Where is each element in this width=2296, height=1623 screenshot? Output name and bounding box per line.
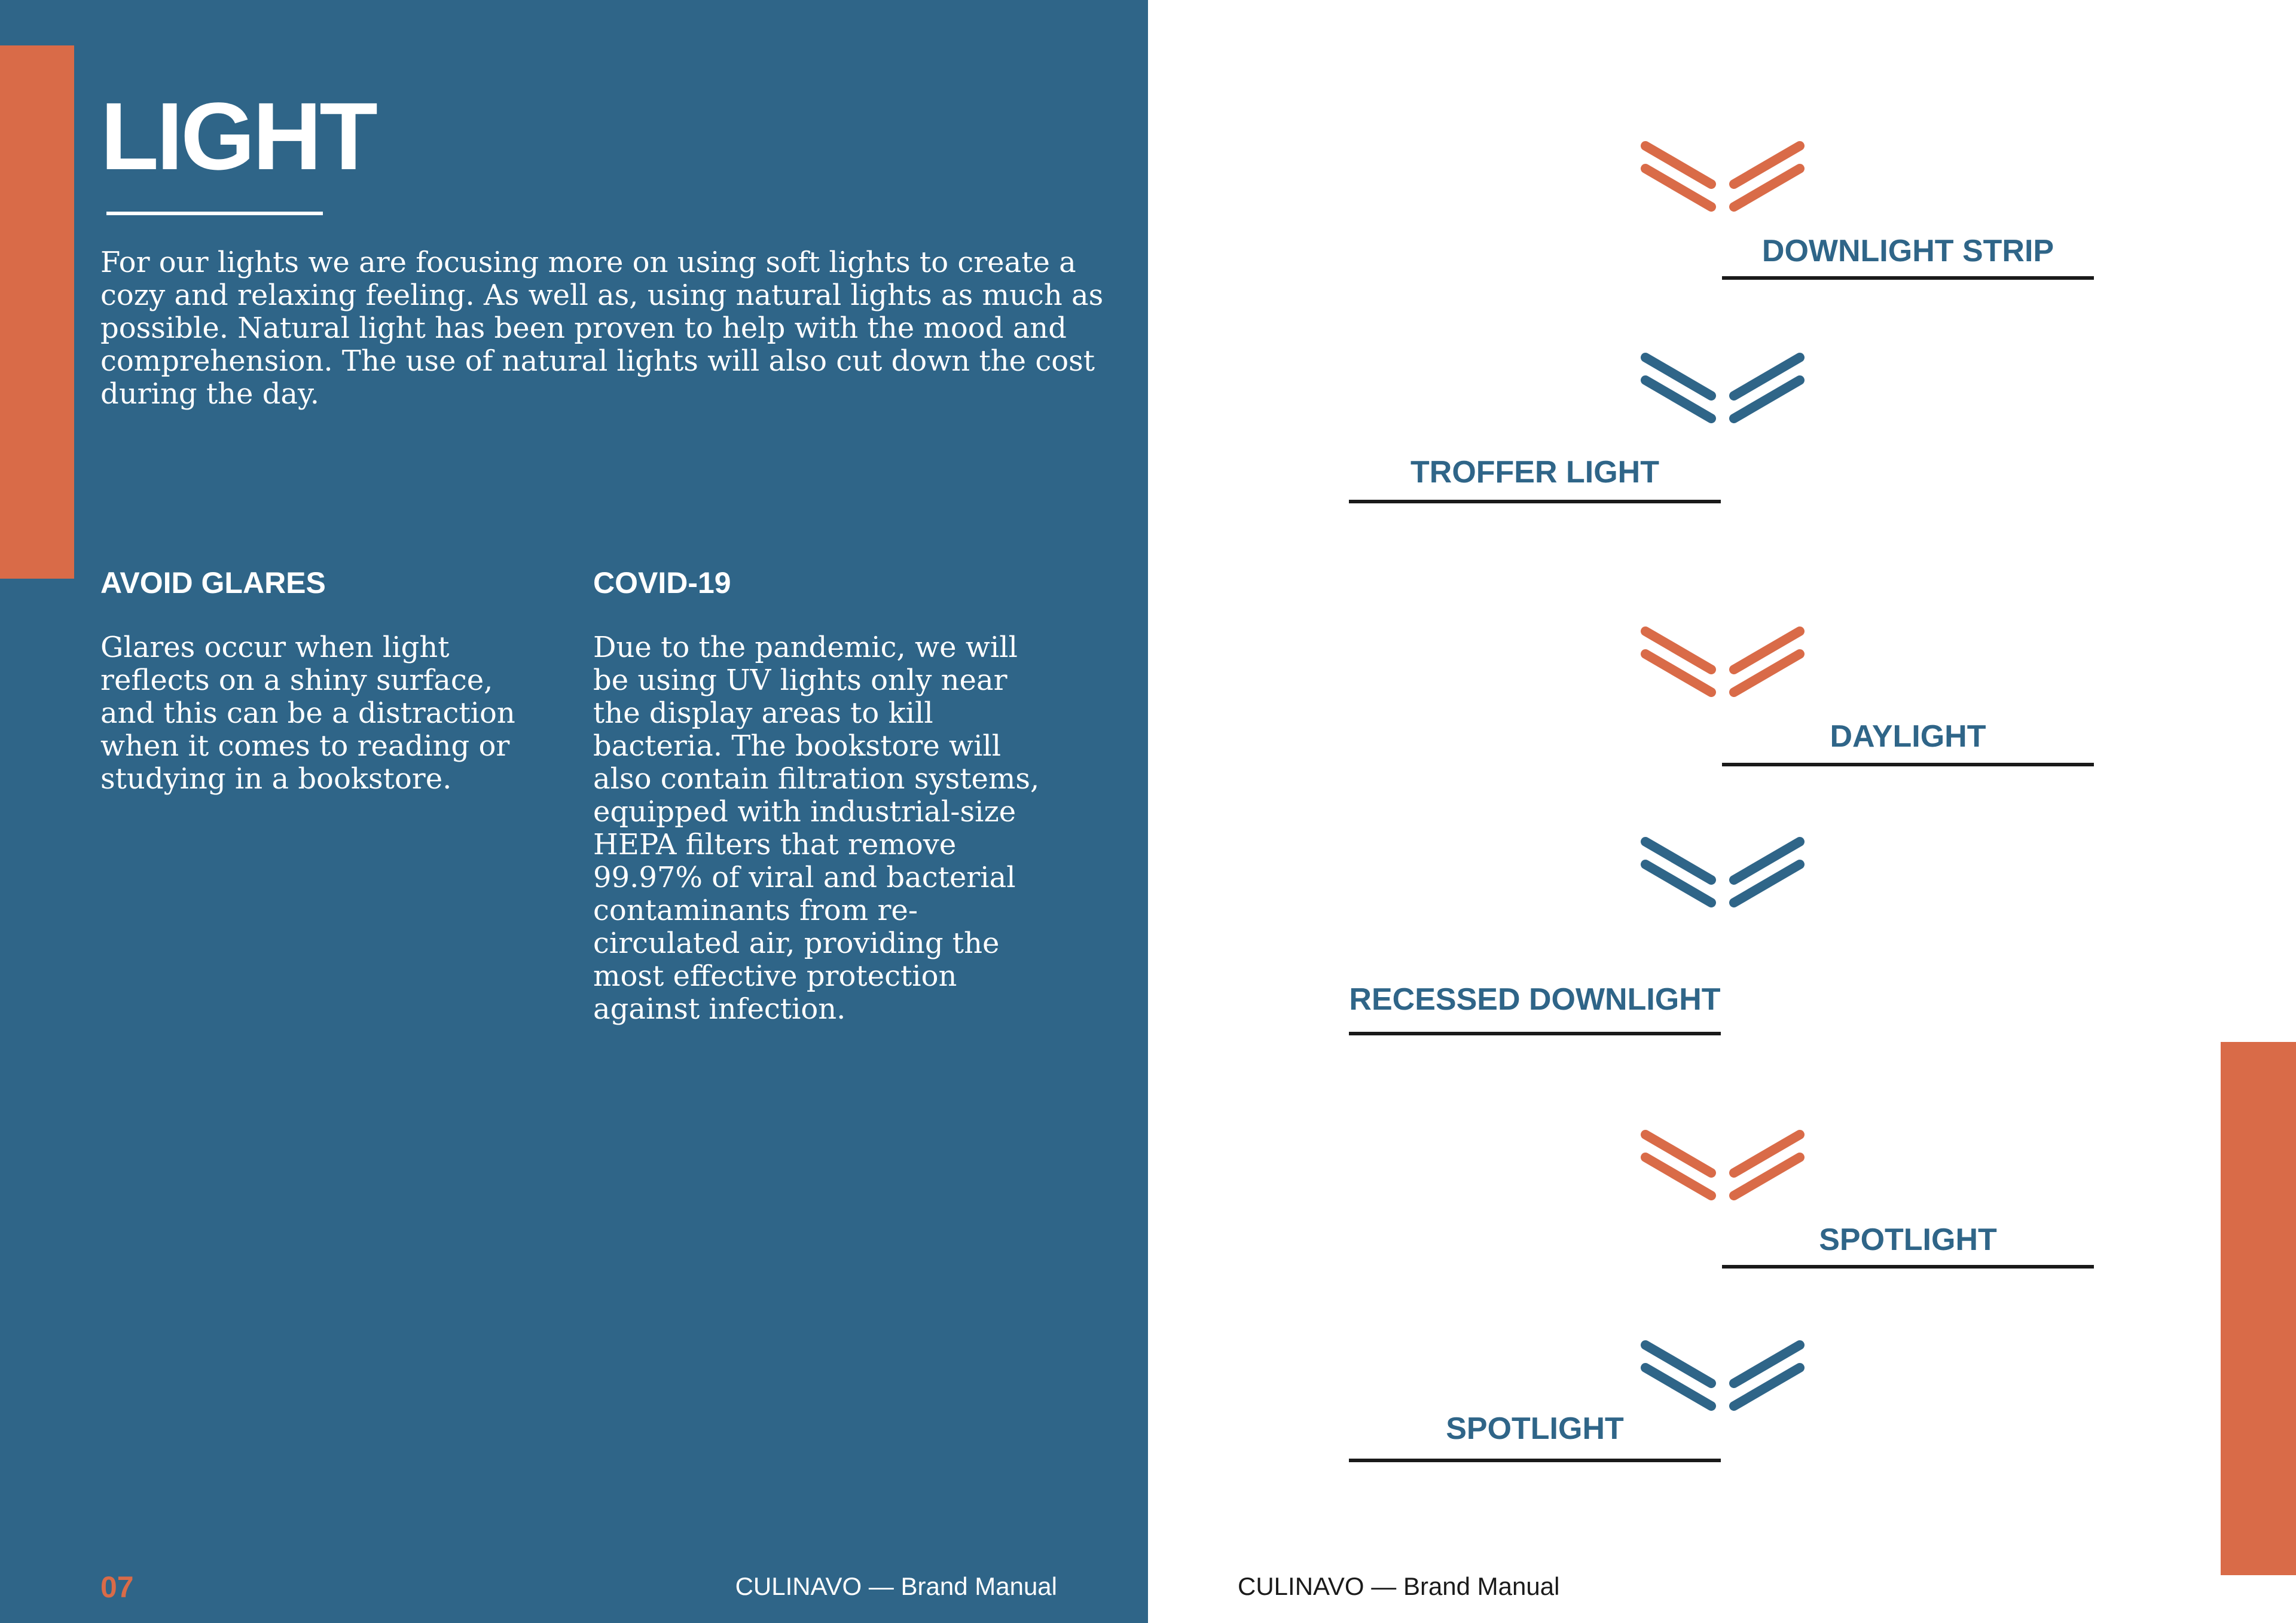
avoid-glares-heading: AVOID GLARES <box>100 566 326 600</box>
label-underline <box>1722 763 2094 766</box>
label-underline <box>1349 1032 1721 1035</box>
title-underline <box>106 212 323 215</box>
page-title: LIGHT <box>100 82 375 189</box>
orange-chevron-icon <box>1638 139 1807 213</box>
intro-paragraph: For our lights we are focusing more on using soft lights to create a cozy and relaxing feeling. As well as, using natural lights as much as possible. Natural light has been proven to help with the mood and comprehension. The use of natural lights will also cut down the cost during the day. <box>100 246 1104 411</box>
blue-chevron-icon <box>1638 1338 1807 1412</box>
orange-chevron-icon <box>1638 624 1807 698</box>
label-underline <box>1349 500 1721 503</box>
footer-brand-left: CULINAVO — Brand Manual <box>735 1572 1057 1600</box>
footer-brand-right: CULINAVO — Brand Manual <box>1238 1572 1560 1600</box>
light-label-recessed-downlight: RECESSED DOWNLIGHT <box>1349 982 1721 1017</box>
label-underline <box>1722 1265 2094 1269</box>
right-accent-bar <box>2221 1042 2296 1575</box>
label-underline <box>1349 1459 1721 1462</box>
label-underline <box>1722 276 2094 280</box>
orange-chevron-icon <box>1638 1127 1807 1202</box>
covid-text: Due to the pandemic, we will be using UV lights only near the display areas to kill bacteria. The bookstore will also contain filtration systems, equipped with industrial-size HEPA filters that remove 99.97% of viral and bacterial contaminants from re-circulated air, providing the most effective protection against infection. <box>593 631 1040 1026</box>
light-label-spotlight: SPOTLIGHT <box>1446 1411 1624 1446</box>
light-label-downlight-strip: DOWNLIGHT STRIP <box>1761 234 2054 268</box>
covid-heading: COVID-19 <box>593 566 731 600</box>
light-label-spotlight: SPOTLIGHT <box>1819 1222 1997 1257</box>
light-label-troffer-light: TROFFER LIGHT <box>1410 455 1659 490</box>
page-number: 07 <box>100 1570 134 1604</box>
avoid-glares-text: Glares occur when light reflects on a shiny surface, and this can be a distraction when it comes to reading or studying in a bookstore. <box>100 631 515 796</box>
left-accent-bar <box>0 45 74 579</box>
blue-chevron-icon <box>1638 835 1807 909</box>
blue-chevron-icon <box>1638 350 1807 424</box>
light-label-daylight: DAYLIGHT <box>1830 719 1986 754</box>
